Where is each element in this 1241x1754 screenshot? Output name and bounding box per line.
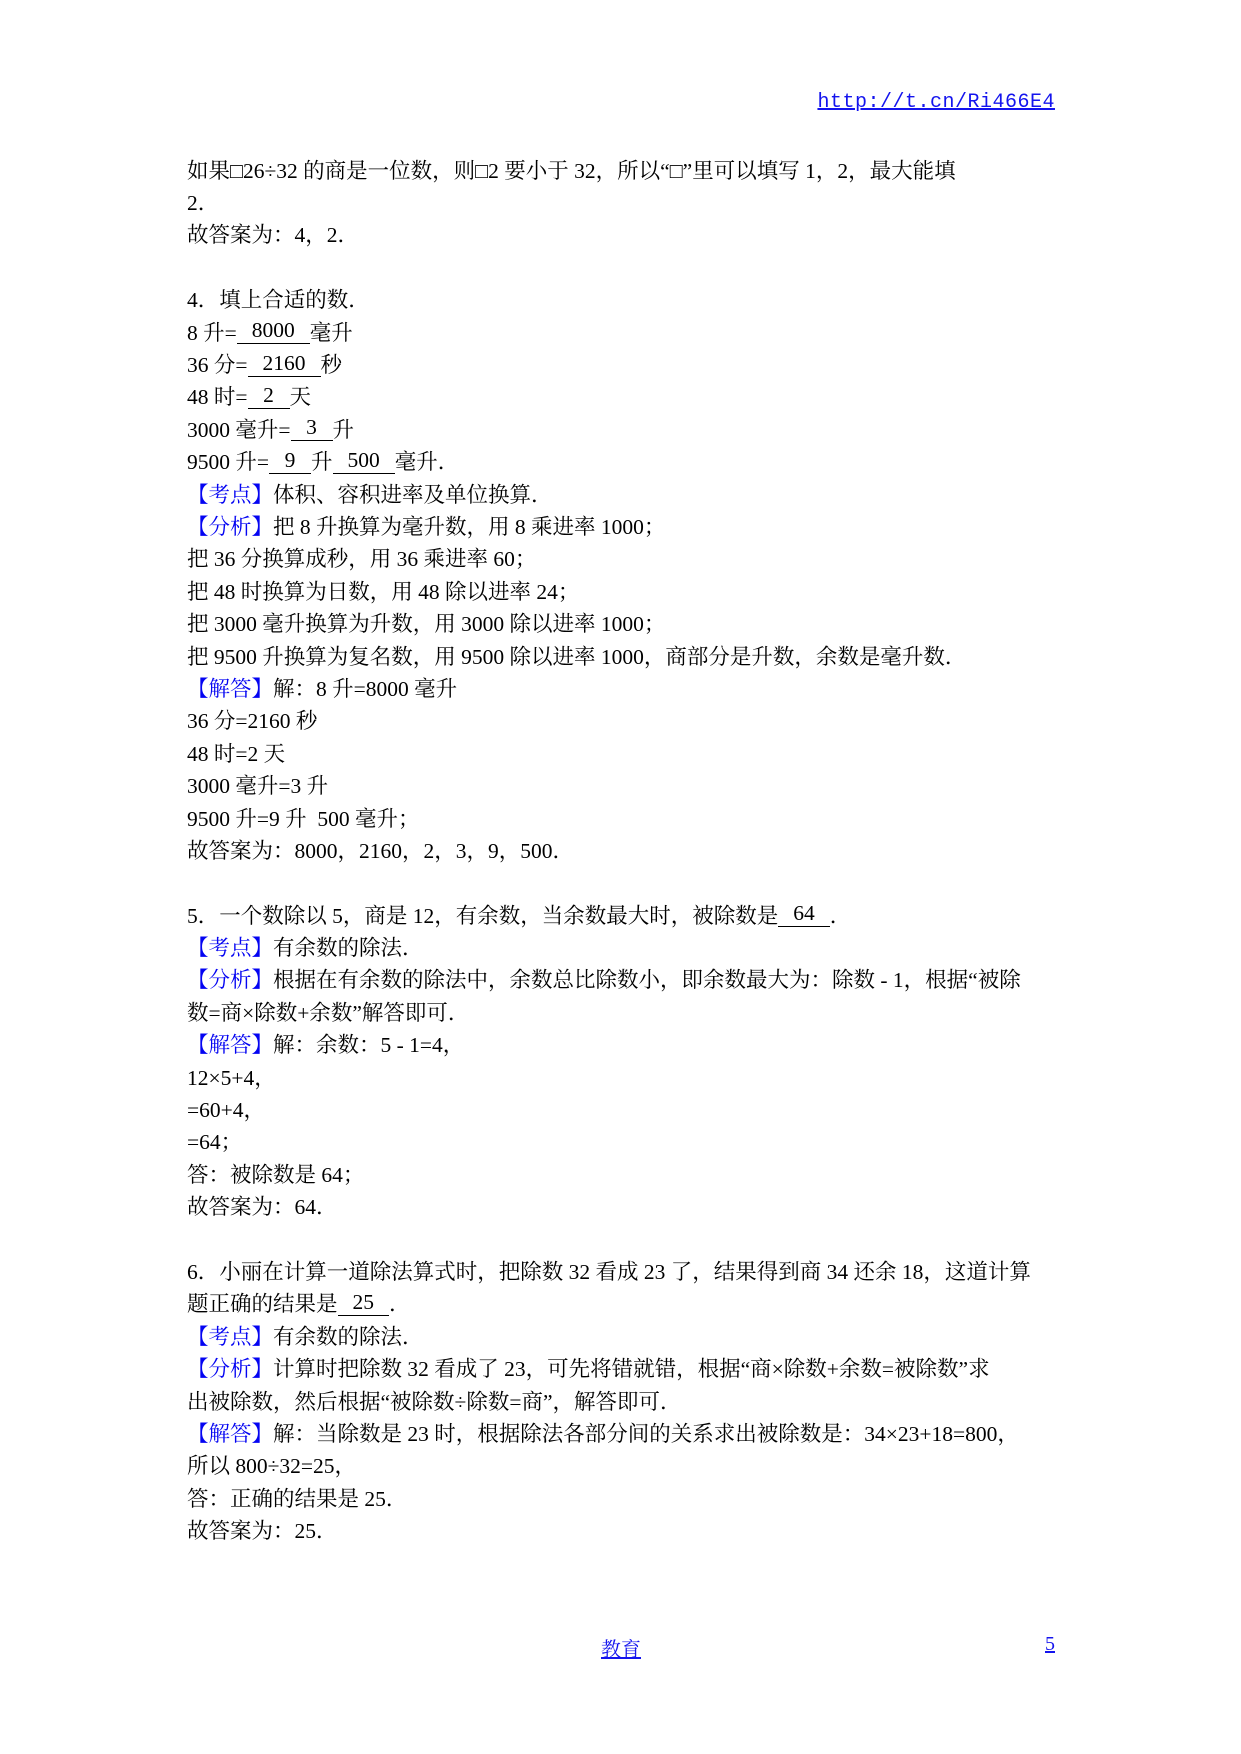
text-segment: 如果□26÷32 的商是一位数，则□2 要小于 32，所以“□”里可以填写 1，2，最大能填 <box>187 158 956 183</box>
text-segment: 秒 <box>320 353 343 378</box>
section-label: 【解答】 <box>187 1421 274 1446</box>
text-segment: 36 分= <box>187 353 248 378</box>
text-line <box>187 218 1055 250</box>
text-segment: 答：被除数是 64； <box>187 1162 365 1187</box>
text-line <box>187 1449 1055 1481</box>
text-segment: 把 36 分换算成秒，用 36 乘进率 60； <box>187 547 537 572</box>
text-line <box>187 704 1055 736</box>
empty-line <box>187 250 1055 282</box>
text-segment: 把 9500 升换算为复名数，用 9500 除以进率 1000，商部分是升数，余数是毫升数． <box>187 644 967 669</box>
text-line <box>187 1351 1055 1383</box>
section-label: 【考点】 <box>187 1324 274 1349</box>
answer-blank: 25 <box>338 1290 390 1316</box>
header-short-url-link[interactable]: http://t.cn/Ri466E4 <box>817 91 1055 114</box>
text-line <box>187 412 1055 444</box>
text-line <box>187 153 1055 185</box>
text-segment: =60+4， <box>187 1098 266 1123</box>
text-segment: 12×5+4， <box>187 1065 276 1090</box>
section-label: 【解答】 <box>187 676 274 701</box>
text-segment: 8 升= <box>187 320 237 345</box>
text-segment: 故答案为：64． <box>187 1195 338 1220</box>
text-line <box>187 801 1055 833</box>
text-segment: 3000 毫升=3 升 <box>187 774 329 799</box>
answer-blank: 8000 <box>237 318 310 344</box>
text-line <box>187 1092 1055 1124</box>
text-segment: 3000 毫升= <box>187 417 291 442</box>
answer-blank: 9 <box>269 448 311 474</box>
text-line <box>187 833 1055 865</box>
text-line <box>187 671 1055 703</box>
text-segment: 解：余数：5 - 1=4， <box>273 1033 465 1058</box>
text-line <box>187 1481 1055 1513</box>
section-label: 【考点】 <box>187 482 274 507</box>
text-line <box>187 995 1055 1027</box>
text-segment: 9500 升=9 升 500 毫升； <box>187 806 420 831</box>
text-line <box>187 1513 1055 1545</box>
text-line <box>187 1157 1055 1189</box>
text-segment: 5．一个数除以 5，商是 12，有余数，当余数最大时，被除数是 <box>187 903 779 928</box>
text-line <box>187 1416 1055 1448</box>
text-line <box>187 898 1055 930</box>
text-line <box>187 736 1055 768</box>
section-label: 【解答】 <box>187 1033 274 1058</box>
text-line <box>187 574 1055 606</box>
text-segment: 48 时= <box>187 385 248 410</box>
text-segment: 毫升． <box>394 450 460 475</box>
text-segment: 出被除数，然后根据“被除数÷除数=商”，解答即可． <box>187 1389 682 1414</box>
text-line <box>187 1254 1055 1286</box>
text-line <box>187 477 1055 509</box>
text-line <box>187 542 1055 574</box>
text-segment: ． <box>389 1292 411 1317</box>
text-segment: 计算时把除数 32 看成了 23，可先将错就错，根据“商×除数+余数=被除数”求 <box>273 1357 990 1382</box>
section-label: 【分析】 <box>187 968 274 993</box>
text-segment: 故答案为：25． <box>187 1519 338 1544</box>
answer-blank: 64 <box>778 901 830 927</box>
page-footer <box>187 1633 1055 1663</box>
text-segment: 48 时=2 天 <box>187 741 286 766</box>
footer-site-link[interactable]: 教育 <box>601 1639 641 1661</box>
text-line <box>187 380 1055 412</box>
document-body <box>187 153 1055 1546</box>
answer-blank: 500 <box>333 448 395 474</box>
text-segment: 升 <box>311 450 333 475</box>
text-line <box>187 283 1055 315</box>
footer-page-number[interactable]: 5 <box>1045 1633 1055 1655</box>
section-label: 【分析】 <box>187 1357 274 1382</box>
text-segment: 故答案为：4，2． <box>187 223 360 248</box>
empty-line <box>187 1222 1055 1254</box>
text-segment: 9500 升= <box>187 450 270 475</box>
text-segment: 根据在有余数的除法中，余数总比除数小，即余数最大为：除数 - 1，根据“被除 <box>273 968 1021 993</box>
text-segment: 36 分=2160 秒 <box>187 709 318 734</box>
text-line <box>187 639 1055 671</box>
text-segment: 有余数的除法． <box>273 1324 424 1349</box>
text-line <box>187 1125 1055 1157</box>
text-segment: 6．小丽在计算一道除法算式时，把除数 32 看成 23 了，结果得到商 34 还余 18，这道计算 <box>187 1259 1031 1284</box>
text-segment: =64； <box>187 1130 243 1155</box>
text-line <box>187 509 1055 541</box>
text-segment: 有余数的除法． <box>273 936 424 961</box>
text-segment: 体积、容积进率及单位换算． <box>273 482 553 507</box>
text-segment: 2． <box>187 191 220 216</box>
text-segment: 题正确的结果是 <box>187 1292 338 1317</box>
answer-blank: 3 <box>291 415 333 441</box>
text-segment: 毫升 <box>309 320 353 345</box>
text-line <box>187 1319 1055 1351</box>
text-line <box>187 1287 1055 1319</box>
text-line <box>187 930 1055 962</box>
text-segment: 答：正确的结果是 25． <box>187 1486 408 1511</box>
text-segment: 故答案为：8000，2160，2，3，9，500． <box>187 838 575 863</box>
text-line <box>187 347 1055 379</box>
text-line <box>187 445 1055 477</box>
text-line <box>187 963 1055 995</box>
text-line <box>187 315 1055 347</box>
text-line <box>187 1384 1055 1416</box>
answer-blank: 2160 <box>248 351 321 377</box>
text-line <box>187 1190 1055 1222</box>
text-line <box>187 606 1055 638</box>
text-segment: 升 <box>332 417 355 442</box>
text-segment: 4．填上合适的数． <box>187 288 370 313</box>
section-label: 【考点】 <box>187 936 274 961</box>
text-segment: 把 48 时换算为日数，用 48 除以进率 24； <box>187 579 580 604</box>
text-line <box>187 1028 1055 1060</box>
empty-line <box>187 866 1055 898</box>
text-line <box>187 185 1055 217</box>
text-segment: 把 8 升换算为毫升数，用 8 乘进率 1000； <box>273 514 666 539</box>
text-segment: 解：当除数是 23 时，根据除法各部分间的关系求出被除数是：34×23+18=800， <box>273 1421 1019 1446</box>
section-label: 【分析】 <box>187 514 274 539</box>
text-segment: 解：8 升=8000 毫升 <box>273 676 458 701</box>
text-line <box>187 768 1055 800</box>
text-segment: 数=商×除数+余数”解答即可． <box>187 1000 470 1025</box>
answer-blank: 2 <box>248 383 290 409</box>
text-segment: ． <box>829 903 852 928</box>
text-line <box>187 1060 1055 1092</box>
text-segment: 所以 800÷32=25， <box>187 1454 357 1479</box>
text-segment: 天 <box>289 385 312 410</box>
text-segment: 把 3000 毫升换算为升数，用 3000 除以进率 1000； <box>187 612 666 637</box>
